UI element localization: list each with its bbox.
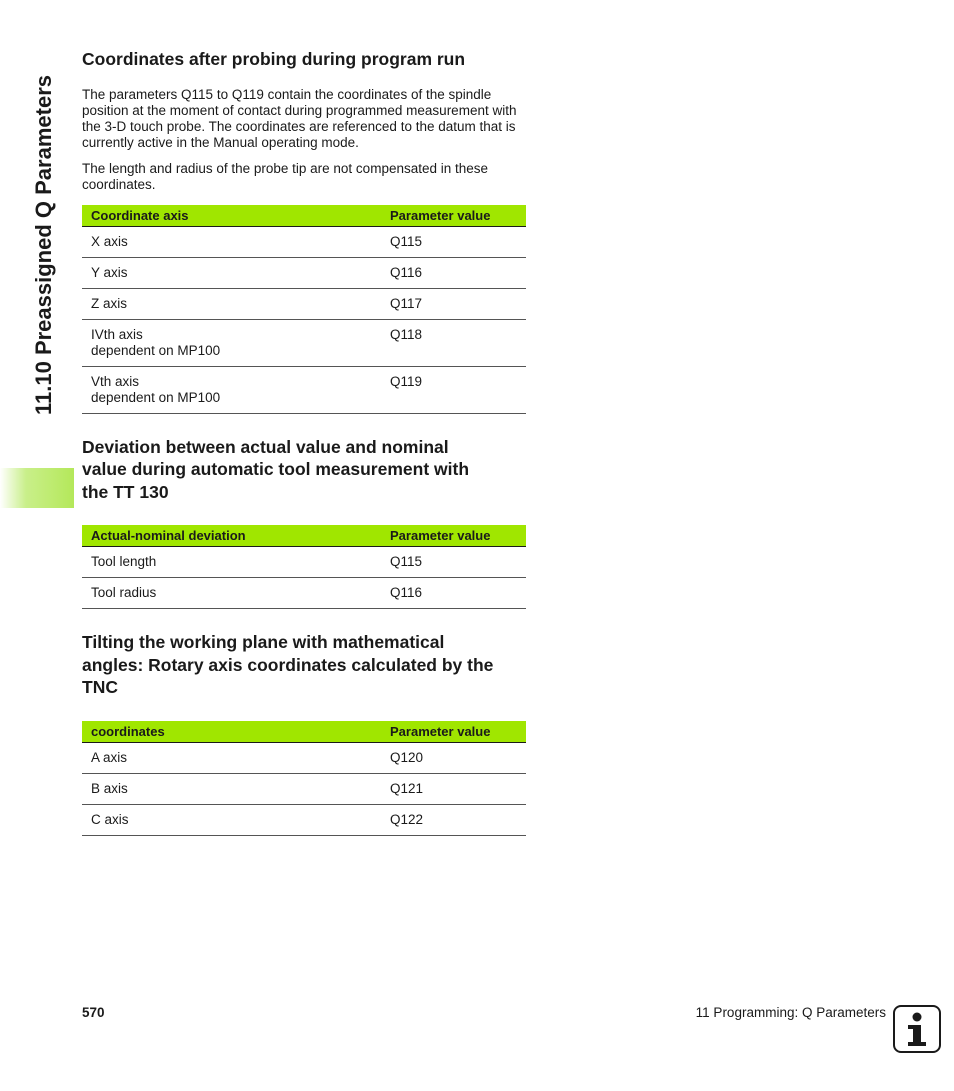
- table-row: [82, 804, 526, 835]
- header-parameter-value: Parameter value: [381, 205, 526, 227]
- paragraph-probe-tip: The length and radius of the probe tip are not compensated in these coordinates.: [82, 160, 489, 192]
- table-row: [82, 288, 526, 319]
- heading-line: Tilting the working plane with mathematical: [82, 632, 445, 652]
- cell-axis-name: Vth axis: [91, 373, 140, 389]
- cell-axis: C axis: [82, 804, 381, 835]
- heading-line: Deviation between actual value and nominal: [82, 436, 449, 457]
- table-header: [82, 525, 526, 547]
- section-heading-tilting: [82, 631, 526, 699]
- cell-axis-name: IVth axis: [91, 326, 143, 342]
- cell-value: Q115: [381, 547, 526, 578]
- info-icon: [893, 1005, 941, 1053]
- table-row: [82, 742, 526, 773]
- table-row: [82, 319, 526, 366]
- cell-value: Q118: [381, 319, 526, 366]
- cell-axis: X axis: [82, 226, 381, 257]
- cell-value: Q116: [381, 257, 526, 288]
- heading-line: TNC: [82, 677, 118, 697]
- cell-value: Q119: [381, 366, 526, 413]
- header-coordinate-axis: Coordinate axis: [82, 205, 381, 227]
- side-chapter-title-text: 11.10 Preassigned Q Parameters: [31, 75, 56, 415]
- cell-item: Tool length: [82, 547, 381, 578]
- cell-value: Q116: [381, 578, 526, 609]
- table-deviation: [82, 525, 526, 609]
- table-row: [82, 257, 526, 288]
- table-rotary-coordinates: [82, 721, 526, 836]
- paragraph-parameters: The parameters Q115 to Q119 contain the coordinates of the spindle position at the moment of contact during programmed measurement with the 3-D touch probe. The coordinates are referenced to the datum that is currently active in the Manual operating mode.: [82, 86, 517, 150]
- chapter-label: 11 Programming: Q Parameters: [695, 1005, 886, 1020]
- cell-axis: A axis: [82, 742, 381, 773]
- side-chapter-tab: [0, 468, 74, 508]
- cell-axis-note: dependent on MP100: [91, 342, 221, 358]
- header-coordinates: coordinates: [82, 721, 381, 743]
- heading-line: the TT 130: [82, 481, 169, 502]
- cell-value: Q117: [381, 288, 526, 319]
- table-row: [82, 547, 526, 578]
- cell-value: Q121: [381, 773, 526, 804]
- cell-axis-note: dependent on MP100: [91, 389, 221, 405]
- table-header: [82, 205, 526, 227]
- heading-line: value during automatic tool measurement with: [82, 459, 470, 479]
- section-heading-deviation: [82, 436, 526, 504]
- header-parameter-value: Parameter value: [381, 721, 526, 743]
- heading-line: angles: Rotary axis coordinates calculated by the: [82, 654, 494, 675]
- table-header: [82, 721, 526, 743]
- table-row: [82, 578, 526, 609]
- page-content: [82, 48, 526, 836]
- header-actual-nominal: Actual-nominal deviation: [82, 525, 381, 547]
- cell-axis: B axis: [82, 773, 381, 804]
- page-number: 570: [82, 1005, 105, 1020]
- cell-item: Tool radius: [82, 578, 381, 609]
- header-parameter-value: Parameter value: [381, 525, 526, 547]
- table-row: [82, 773, 526, 804]
- table-row: [82, 226, 526, 257]
- cell-axis: [82, 366, 381, 413]
- table-coordinate-axis: [82, 205, 526, 414]
- cell-value: Q115: [381, 226, 526, 257]
- side-chapter-title: [26, 50, 62, 440]
- cell-axis: [82, 319, 381, 366]
- cell-value: Q120: [381, 742, 526, 773]
- table-row: [82, 366, 526, 413]
- cell-axis: Y axis: [82, 257, 381, 288]
- cell-value: Q122: [381, 804, 526, 835]
- cell-axis: Z axis: [82, 288, 381, 319]
- section-heading-coordinates: Coordinates after probing during program run: [82, 49, 466, 69]
